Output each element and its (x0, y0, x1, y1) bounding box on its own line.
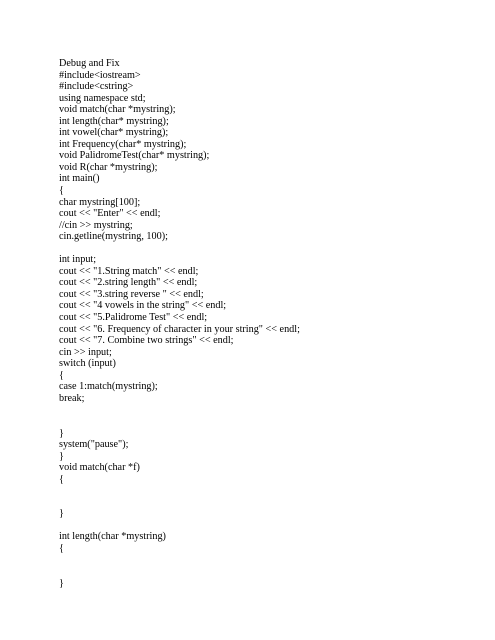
doc-line (59, 497, 479, 509)
code-text-block (59, 58, 479, 589)
doc-line: int input; (59, 254, 97, 266)
doc-line: } (59, 450, 64, 462)
doc-line: cout << "1.String match" << endl; (59, 265, 199, 277)
doc-line (59, 520, 479, 532)
doc-line: void match(char *mystring); (59, 104, 176, 116)
doc-line: int main() (59, 173, 100, 185)
doc-line: switch (input) (59, 358, 116, 370)
doc-line: char mystring[100]; (59, 196, 141, 208)
doc-line: cin.getline(mystring, 100); (59, 231, 168, 243)
doc-line: case 1:match(mystring); (59, 381, 158, 393)
doc-line: { (59, 542, 64, 554)
doc-line: cin >> input; (59, 346, 112, 358)
doc-line: cout << "3.string reverse " << endl; (59, 288, 204, 300)
doc-line: int vowel(char* mystring); (59, 127, 169, 139)
doc-line: using namespace std; (59, 92, 146, 104)
doc-line: } (59, 427, 64, 439)
doc-line: //cin >> mystring; (59, 219, 133, 231)
doc-line (59, 243, 479, 255)
doc-line: { (59, 473, 64, 485)
doc-line: cout << "7. Combine two strings" << endl; (59, 335, 234, 347)
doc-line: cout << "4 vowels in the string" << endl; (59, 300, 227, 312)
doc-line: } (59, 577, 64, 589)
doc-line: #include<cstring> (59, 81, 134, 93)
doc-line: } (59, 508, 64, 520)
doc-line: int length(char *mystring) (59, 531, 166, 543)
doc-line: #include<iostream> (59, 69, 141, 81)
doc-line: void match(char *f) (59, 462, 140, 474)
doc-line: cout << "6. Frequency of character in your string" << endl; (59, 323, 300, 335)
doc-line (59, 485, 479, 497)
doc-line (59, 416, 479, 428)
doc-line (59, 404, 479, 416)
doc-line: break; (59, 392, 85, 404)
doc-line: cout << "5.Palidrome Test" << endl; (59, 312, 208, 324)
doc-line: { (59, 369, 64, 381)
doc-line: Debug and Fix (59, 58, 120, 69)
doc-line: { (59, 185, 64, 197)
doc-line: cout << "Enter" << endl; (59, 208, 161, 220)
doc-line: system("pause"); (59, 439, 129, 451)
doc-line: void R(char *mystring); (59, 161, 158, 173)
doc-line: int Frequency(char* mystring); (59, 138, 187, 150)
doc-line: cout << "2.string length" << endl; (59, 277, 198, 289)
doc-line: int length(char* mystring); (59, 115, 169, 127)
doc-line (59, 555, 479, 567)
doc-line: void PalidromeTest(char* mystring); (59, 150, 210, 162)
doc-line (59, 566, 479, 578)
